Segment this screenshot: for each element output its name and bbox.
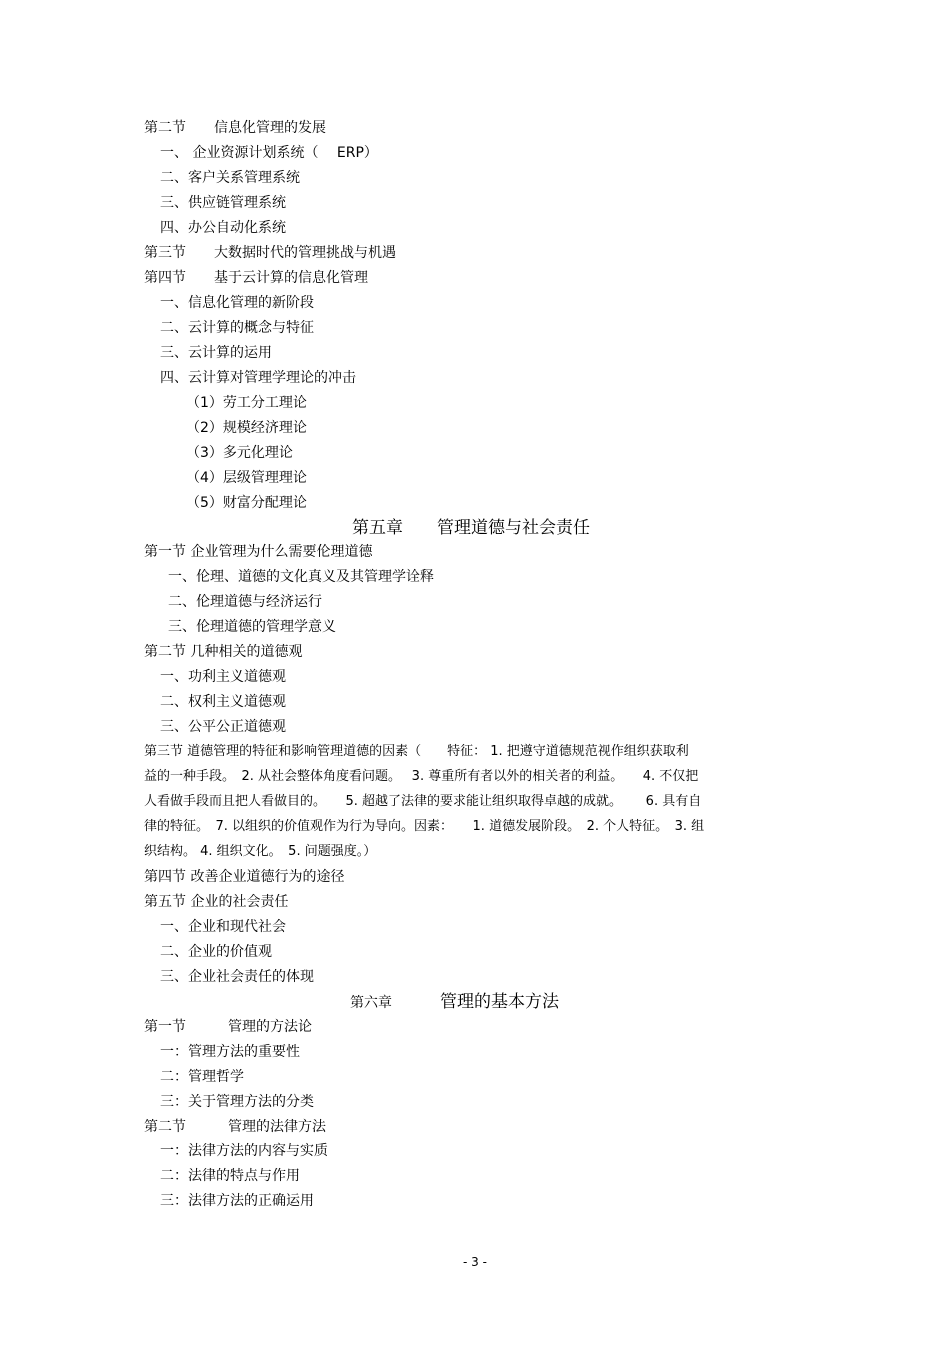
sub-list-item: （2）规模经济理论 (186, 420, 307, 436)
section-heading: 第五节 企业的社会责任 (144, 894, 289, 910)
sub-list-item: （4）层级管理理论 (186, 470, 307, 486)
list-item: 三：关于管理方法的分类 (160, 1094, 314, 1110)
list-item: 二、客户关系管理系统 (160, 170, 300, 186)
list-item: 二：管理哲学 (160, 1069, 244, 1085)
list-item: 一、企业和现代社会 (160, 919, 286, 935)
section-heading: 第二节 信息化管理的发展 (144, 120, 326, 136)
sub-list-item: （1）劳工分工理论 (186, 395, 307, 411)
list-item: 四、办公自动化系统 (160, 220, 286, 236)
list-item: 一、信息化管理的新阶段 (160, 295, 314, 311)
paragraph-line: 人看做手段而且把人看做目的。 5. 超越了法律的要求能让组织取得卓越的成就。 6. 具有自 (144, 794, 702, 809)
sub-list-item: （5）财富分配理论 (186, 495, 307, 511)
section-heading: 第二节 几种相关的道德观 (144, 644, 303, 660)
section-heading: 第二节 管理的法律方法 (144, 1119, 326, 1135)
paragraph-line: 第三节 道德管理的特征和影响管理道德的因素（ 特征： 1. 把遵守道德规范视作组织获取利 (144, 744, 689, 759)
chapter-title: 第五章 管理道德与社会责任 (352, 518, 590, 538)
section-heading: 第四节 改善企业道德行为的途径 (144, 869, 345, 885)
page-number: - 3 - (463, 1255, 487, 1269)
section-heading: 第一节 管理的方法论 (144, 1019, 312, 1035)
list-item: 三、公平公正道德观 (160, 719, 286, 735)
list-item: 一：法律方法的内容与实质 (160, 1143, 328, 1159)
section-heading: 第四节 基于云计算的信息化管理 (144, 270, 368, 286)
list-item: 三、企业社会责任的体现 (160, 969, 314, 985)
list-item: 二、企业的价值观 (160, 944, 272, 960)
list-item: 一：管理方法的重要性 (160, 1044, 300, 1060)
section-heading: 第三节 大数据时代的管理挑战与机遇 (144, 245, 396, 261)
chapter-title: 管理的基本方法 (440, 992, 559, 1012)
sub-list-item: （3）多元化理论 (186, 445, 293, 461)
list-item: 三、云计算的运用 (160, 345, 272, 361)
paragraph-line: 织结构。 4. 组织文化。 5. 问题强度。） (144, 844, 377, 859)
list-item: 四、云计算对管理学理论的冲击 (160, 370, 356, 386)
list-item: 一、 企业资源计划系统（ ERP） (160, 145, 378, 161)
list-item: 三、供应链管理系统 (160, 195, 286, 211)
list-item: 二、云计算的概念与特征 (160, 320, 314, 336)
list-item: 三、伦理道德的管理学意义 (168, 619, 336, 635)
list-item: 二、伦理道德与经济运行 (168, 594, 322, 610)
paragraph-line: 律的特征。 7. 以组织的价值观作为行为导向。因素： 1. 道德发展阶段。 2. 个人特征。 3. 组 (144, 819, 705, 834)
list-item: 二：法律的特点与作用 (160, 1168, 300, 1184)
list-item: 一、功利主义道德观 (160, 669, 286, 685)
list-item: 一、伦理、道德的文化真义及其管理学诠释 (168, 569, 434, 585)
list-item: 二、权利主义道德观 (160, 694, 286, 710)
chapter-label: 第六章 (350, 995, 392, 1011)
section-heading: 第一节 企业管理为什么需要伦理道德 (144, 544, 373, 560)
list-item: 三：法律方法的正确运用 (160, 1193, 314, 1209)
paragraph-line: 益的一种手段。 2. 从社会整体角度看问题。 3. 尊重所有者以外的相关者的利益。 4. 不仅把 (144, 769, 699, 784)
